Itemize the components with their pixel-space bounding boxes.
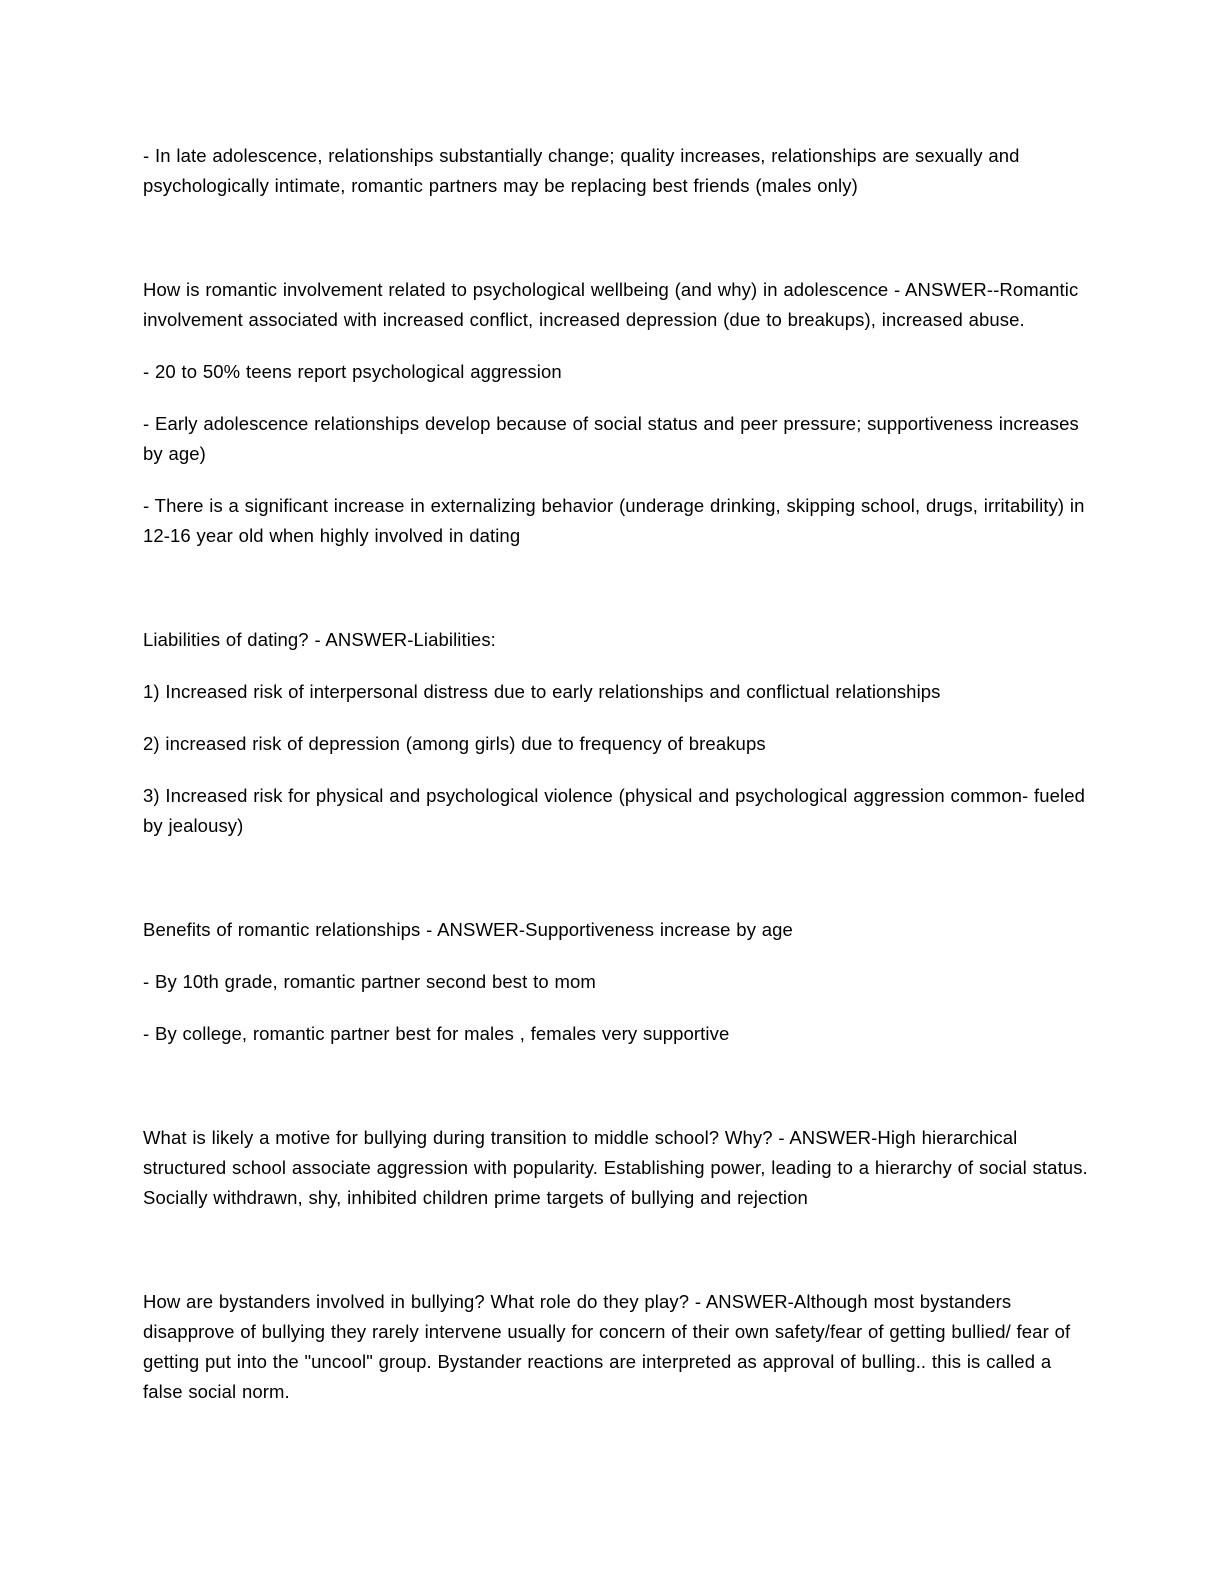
document-body [143, 141, 1088, 1429]
paragraph: How is romantic involvement related to psychological wellbeing (and why) in adolescence - ANSWER--Romantic involvement associated with increased conflict, increased depression (due to breakups), increased abuse. [143, 279, 1079, 330]
paragraph: Benefits of romantic relationships - ANSWER-Supportiveness increase by age [143, 919, 793, 940]
paragraph: How are bystanders involved in bullying? What role do they play? - ANSWER-Although most bystanders disapprove of bullying they rarely intervene usually for concern of their own safety/fear of getting bullied/ fear of getting put into the "uncool" group. Bystander reactions are interpreted as approval of bulling.. this is called a false social norm. [143, 1291, 1071, 1402]
paragraph-spacer [143, 573, 1088, 603]
paragraph: - 20 to 50% teens report psychological aggression [143, 361, 562, 382]
paragraph: What is likely a motive for bullying during transition to middle school? Why? - ANSWER-High hierarchical structured school associate aggression with popularity. Establishing power, leading to a hierarchy of social status. Socially withdrawn, shy, inhibited children prime targets of bullying and rejection [143, 1127, 1088, 1208]
paragraph: - Early adolescence relationships develop because of social status and peer pressure; supportiveness increases by age) [143, 413, 1079, 464]
paragraph: - In late adolescence, relationships substantially change; quality increases, relationships are sexually and psychologically intimate, romantic partners may be replacing best friends (males only) [143, 145, 1020, 196]
paragraph: - By 10th grade, romantic partner second best to mom [143, 971, 596, 992]
paragraph: 1) Increased risk of interpersonal distress due to early relationships and conflictual relationships [143, 681, 941, 702]
paragraph-spacer [143, 1235, 1088, 1265]
paragraph: 3) Increased risk for physical and psychological violence (physical and psychological aggression common- fueled by jealousy) [143, 785, 1086, 836]
paragraph: Liabilities of dating? - ANSWER-Liabilities: [143, 629, 496, 650]
paragraph: - There is a significant increase in externalizing behavior (underage drinking, skipping school, drugs, irritability) in 12-16 year old when highly involved in dating [143, 495, 1085, 546]
paragraph: - By college, romantic partner best for males , females very supportive [143, 1023, 730, 1044]
paragraph-spacer [143, 863, 1088, 893]
paragraph: 2) increased risk of depression (among girls) due to frequency of breakups [143, 733, 766, 754]
paragraph-spacer [143, 223, 1088, 253]
paragraph-spacer [143, 1071, 1088, 1101]
